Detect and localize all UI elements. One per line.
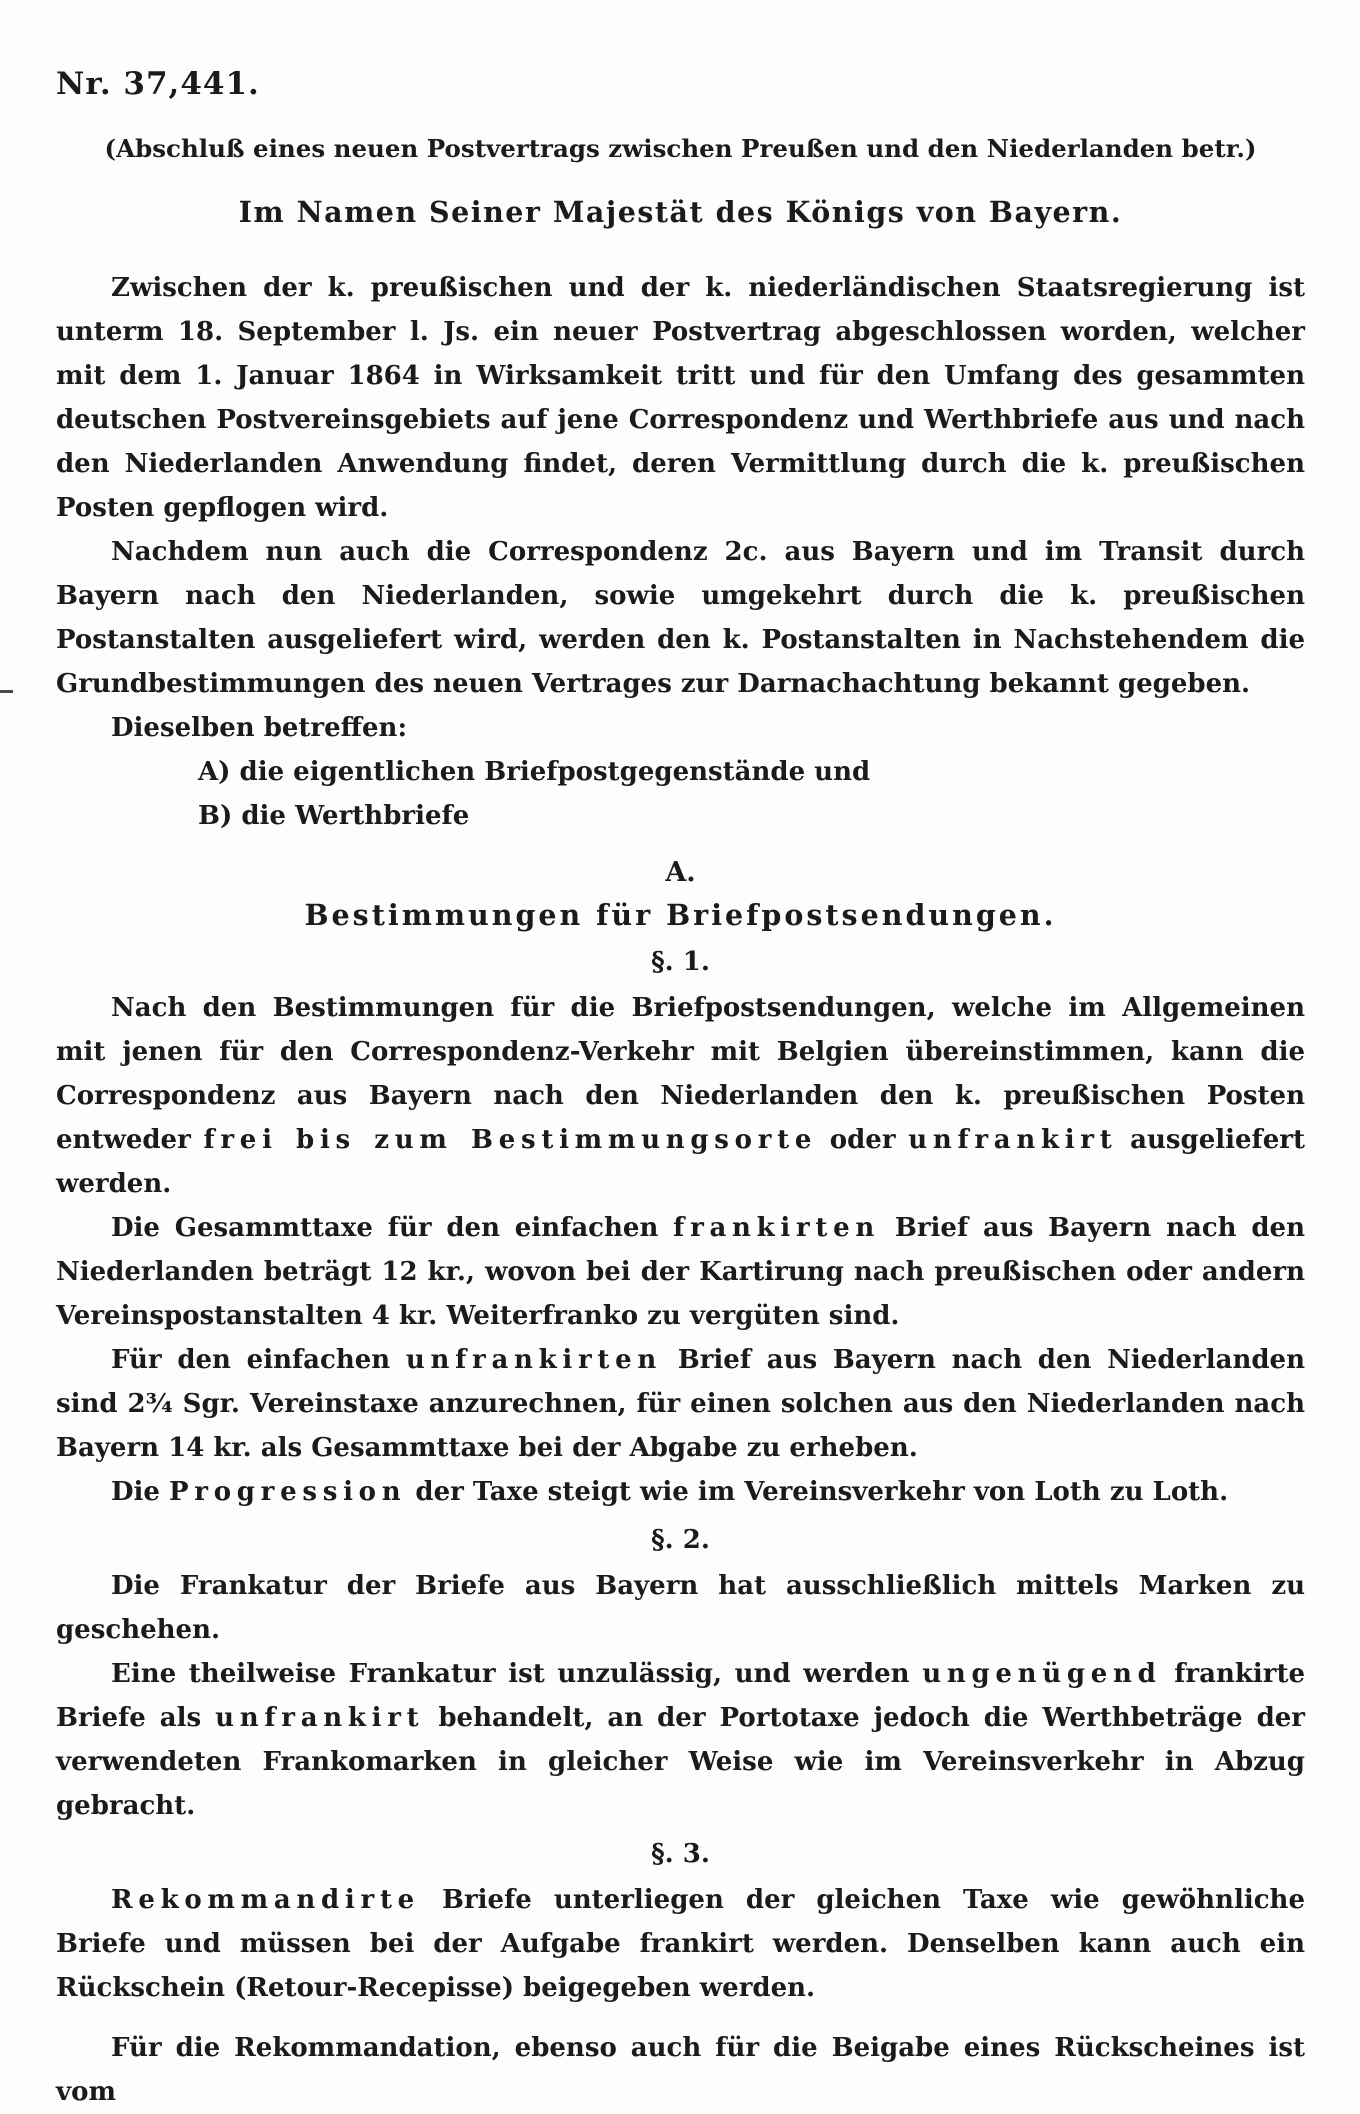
clause-number: §. 2. <box>651 1525 710 1555</box>
clause-paragraph: Die Gesammttaxe für den einfachen frankirten Brief aus Bayern nach den Niederlanden beträgt 12 kr., wovon bei der Kartirung nach preußischen oder andern Vereinspostanstalten 4 kr. Weiterfranko zu vergüten sind. <box>56 1213 1305 1331</box>
clause-number: §. 1. <box>651 947 710 977</box>
clause-paragraph: Für den einfachen unfrankirten Brief aus Bayern nach den Niederlanden sind 2¾ Sgr. Vereinstaxe anzurechnen, für einen solchen aus den Niederlanden nach Bayern 14 kr. als Gesammttaxe bei der Abgabe zu erheben. <box>56 1345 1306 1463</box>
subject-line: (Abschluß eines neuen Postvertrags zwischen Preußen und den Niederlanden betr.) <box>104 134 1257 163</box>
doc-number: Nr. 37,441. <box>56 66 260 102</box>
list-item: A) die eigentlichen Briefpostgegenstände und <box>198 757 871 787</box>
letterspaced-phrase: unfrankirt <box>908 1125 1118 1155</box>
clause <box>56 1518 1305 1828</box>
letterspaced-phrase: Rekommandirte <box>111 1885 420 1915</box>
section-heading: Bestimmungen für Briefpostsendungen. <box>304 898 1057 932</box>
intro-paragraph: Nachdem nun auch die Correspondenz 2c. aus Bayern und im Transit durch Bayern nach den Niederlanden, sowie umgekehrt durch die k. preußischen Postanstalten ausgeliefert wird, werden den k. Postanstalten in Nachstehendem die Grundbestimmungen des neuen Vertrages zur Darnachachtung bekannt gegeben. <box>56 537 1305 699</box>
intro-section <box>56 266 1305 838</box>
clause-paragraph: Rekommandirte Briefe unterliegen der gleichen Taxe wie gewöhnliche Briefe und müssen bei der Aufgabe frankirt werden. Denselben kann auch ein Rückschein (Retour-Recepisse) beigegeben werden. <box>56 1885 1305 2003</box>
clauses-section <box>56 940 1305 2114</box>
proclamation-title: Im Namen Seiner Majestät des Königs von Bayern. <box>238 195 1123 229</box>
letterspaced-phrase: ungenügend <box>922 1659 1162 1689</box>
clause <box>56 1832 1305 2114</box>
list-intro: Dieselben betreffen: <box>111 713 408 743</box>
clause-paragraph: Eine theilweise Frankatur ist unzulässig, und werden ungenügend frankirte Briefe als unfrankirt behandelt, an der Portotaxe jedoch die Werthbeträge der verwendeten Frankomarken in gleicher Weise wie im Vereinsverkehr in Abzug gebracht. <box>56 1659 1305 1821</box>
clause-paragraph: Die Frankatur der Briefe aus Bayern hat ausschließlich mittels Marken zu geschehen. <box>56 1571 1305 1645</box>
clause-number: §. 3. <box>651 1839 710 1869</box>
letterspaced-phrase: frei bis zum Bestimmungsorte <box>203 1125 818 1155</box>
margin-mark <box>0 690 13 693</box>
clause <box>56 940 1305 1514</box>
letterspaced-phrase: unfrankirt <box>215 1703 425 1733</box>
clause-paragraph: Für die Rekommandation, ebenso auch für die Beigabe eines Rückscheines ist vom <box>56 2033 1305 2107</box>
clause-paragraph: Nach den Bestimmungen für die Briefpostsendungen, welche im Allgemeinen mit jenen für den Correspondenz-Verkehr mit Belgien übereinstimmen, kann die Correspondenz aus Bayern nach den Niederlanden den k. preußischen Posten entweder frei bis zum Bestimmungsorte oder unfrankirt ausgeliefert werden. <box>56 993 1305 1199</box>
letterspaced-phrase: frankirten <box>673 1213 881 1243</box>
document-page <box>0 66 1360 2114</box>
letterspaced-phrase: Progression <box>169 1477 407 1507</box>
intro-paragraph: Zwischen der k. preußischen und der k. niederländischen Staatsregierung ist unterm 18. September l. Js. ein neuer Postvertrag abgeschlossen worden, welcher mit dem 1. Januar 1864 in Wirksamkeit tritt und für den Umfang des gesammten deutschen Postvereinsgebiets auf jene Correspondenz und Werthbriefe aus und nach den Niederlanden Anwendung findet, deren Vermittlung durch die k. preußischen Posten gepflogen wird. <box>56 273 1305 523</box>
section-letter: A. <box>665 857 696 888</box>
list-item: B) die Werthbriefe <box>198 801 470 831</box>
letterspaced-phrase: unfrankirten <box>405 1345 663 1375</box>
clause-paragraph: Die Progression der Taxe steigt wie im Vereinsverkehr von Loth zu Loth. <box>111 1477 1229 1507</box>
